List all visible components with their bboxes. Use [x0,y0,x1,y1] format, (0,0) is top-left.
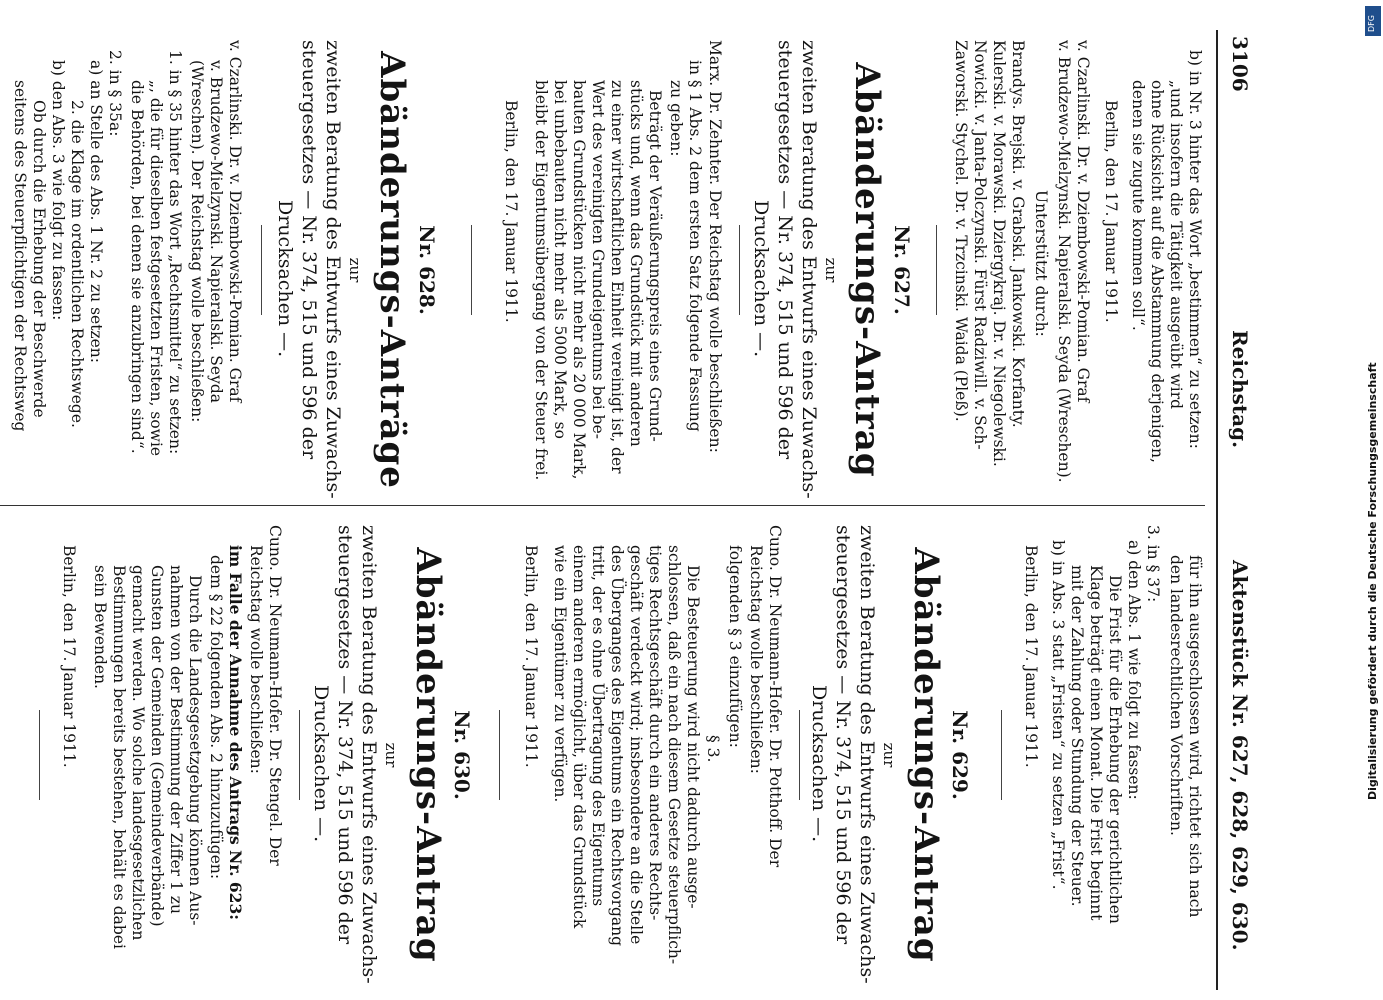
nr629-subject-line: zweiten Beratung des Entwurfs eines Zuwachs- [856,525,878,984]
separator [1001,710,1002,800]
right-column [0,525,1212,985]
nr629-subject-line: Drucksachen —. [808,685,830,843]
nr629-body-line: geschäft verdeckt wird; insbesondere an die Stelle [627,545,645,945]
nr630-date: Berlin, den 17. Januar 1911. [60,545,78,768]
nr628-body-line: a) an Stelle des Abs. 1 Nr. 2 zu setzen: [87,60,105,363]
nr629-date: Berlin, den 17. Januar 1911. [522,545,540,768]
nr628-subject-line: zweiten Beratung des Entwurfs eines Zuwachs- [322,40,344,499]
nr630-body-line: nahmen von der Bestimmung der Ziffer 1 zu [167,565,185,914]
nr630-body-line: sein Bewenden. [91,565,109,689]
nr630-number: Nr. 630. [450,710,474,800]
separator [261,225,262,315]
nr629-body-line: tiges Rechtsgeschäft durch ein anderes Rechts- [646,545,664,921]
nr628-body-line: b) den Abs. 3 wie folgt zu fassen: [49,60,67,321]
nr628-zur: zur [346,257,364,283]
nr629-body-line: folgenden § 3 einzufügen: [726,545,744,748]
nr628-body-line: seitens des Steuerpflichtigen der Rechtsweg [11,80,29,432]
separator [471,225,472,315]
nr627-body-line: zu geben: [667,80,685,157]
supported-by: Unterstützt durch: [1032,190,1050,337]
intro-line: a) den Abs. 1 wie folgt zu fassen: [1125,540,1143,800]
signers-line: v. Czarlinski. Dr. v. Dziembowski-Pomian. Graf [1074,40,1092,403]
nr630-subject-line: zweiten Beratung des Entwurfs eines Zuwachs- [358,525,380,984]
nr627-body-line: zu einer wirtschaftlichen Einheit vereinigt ist, der [608,80,626,474]
nr630-body-line: im Falle der Annahme des Antrags Nr. 623: [226,545,245,920]
nr629-body-line: tritt, der es ohne Übertragung des Eigentums [589,545,607,907]
intro-line: den landesrechtlichen Vorschriften. [1167,555,1185,836]
nr629-body-line: Die Besteuerung wird nicht dadurch ausge- [684,565,702,909]
intro-line: ohne Rücksicht auf die Abstammung derjenigen, [1148,80,1166,463]
nr627-subject-line: Drucksachen —. [750,200,772,358]
nr628-body-line: (Wreschen). Der Reichstag wolle beschließen: [188,60,206,423]
signers-line: v. Brudzewo-Mielzynski. Napieralski. Seyda (Wreschen). [1055,40,1073,483]
nr627-body-line: bei unbebauten nicht mehr als 5000 Mark, so [551,80,569,439]
header-rule [1216,30,1218,990]
intro-line: für ihn ausgeschlossen wird, richtet sich nach [1186,555,1204,918]
nr630-subject-line: steuergesetzes — Nr. 374, 515 und 596 der [334,525,356,945]
intro-line: „und insofern die Tätigkeit ausgeübt wird [1167,80,1185,410]
nr627-body-line: bauten Grundstücken nicht mehr als 20 000 Mark, [570,80,588,480]
nr629-body-line: Reichstag wolle beschließen: [747,545,765,774]
nr629-body-line: § 3. [704,735,722,763]
nr630-body-line: dem § 22 folgenden Abs. 2 hinzuzufügen: [207,555,225,880]
header-right-title: Aktenstück Nr. 627, 628, 629, 630. [1228,560,1252,951]
nr627-body-line: bleibt der Eigentumsübergang von der Steuer frei. [532,80,550,481]
nr629-title: Abänderungs-Antrag [906,547,946,963]
nr628-body-line: „, die für dieselben festgesetzten Fristen, sowie [147,80,165,457]
nr629-body-line: des Überganges des Eigentums ein Rechtsvorgang [608,545,626,947]
separator [39,710,40,800]
nr628-number: Nr. 628. [415,225,439,315]
nr627-body-line: stücks und, wenn das Grundstück mit anderen [627,80,645,447]
supporters-line: Kulerski. v. Morawski. Dziergykraj. Dr. v. Niegolewski. [990,40,1008,467]
dfg-logo-text: DFG [1367,15,1376,32]
nr628-body-line: v. Czarlinski. Dr. v. Dziembowski-Pomian. Graf [226,40,244,403]
nr627-body-line: Marx. Dr. Zehnter. Der Reichstag wolle beschließen: [706,40,724,453]
date-line: Berlin, den 17. Januar 1911. [1102,100,1120,323]
supporters-line: Brandys. Brejski. v. Grabski. Jankowski. Korfanty. [1009,40,1027,428]
nr630-body-line: Durch die Landesgesetzgebung können Aus- [186,575,204,926]
nr629-body-line: Cuno. Dr. Neumann-Hofer. Dr. Potthoff. Der [766,525,784,868]
intro-line: Die Frist für die Erhebung der gerichtlichen [1106,575,1124,924]
supporters-line: Zaworski. Stychel. Dr. v. Trzcinski. Waida (Pleß). [952,40,970,422]
digitization-note-text: Digitalisierung gefördert durch die Deutsche Forschungsgemeinschaft [1366,362,1379,800]
digitization-note [1363,40,1383,800]
nr628-subject-line: steuergesetzes — Nr. 374, 515 und 596 der [298,40,320,460]
nr630-body-line: gemacht werden. Wo solche landesgesetzlichen [129,565,147,941]
nr627-zur: zur [822,257,840,283]
nr627-number: Nr. 627. [890,225,914,315]
nr628-body-line: 1. in § 35 hinter das Wort „Rechtsmittel“ zu setzen: [166,50,184,455]
nr630-body-line: Bestimmungen bereits bestehen, behält es dabei [110,565,128,949]
date-line: Berlin, den 17. Januar 1911. [1022,545,1040,768]
separator [799,710,800,800]
nr629-body-line: schlossen, daß ein nach diesem Gesetze steuerpflich- [665,545,683,965]
intro-line: Klage beträgt einen Monat. Die Frist beginnt [1087,565,1105,921]
left-column [0,40,1212,500]
page-number: 3106 [1228,36,1252,92]
nr629-zur: zur [880,742,898,768]
page-header [1220,0,1300,1000]
nr627-title: Abänderungs-Antrag [847,62,887,478]
nr628-body-line: 2. in § 35a: [106,50,124,137]
separator [299,710,300,800]
header-left-title: Reichstag. [1228,330,1252,449]
separator [936,225,937,315]
intro-line: 3. in § 37: [1144,525,1162,603]
separator [739,225,740,315]
nr628-body-line: die Behörden, bei denen sie anzubringen sind“. [128,80,146,454]
nr628-subject-line: Drucksachen —. [274,200,296,358]
dfg-logo [1365,6,1381,36]
nr629-number: Nr. 629. [948,710,972,800]
nr630-title: Abänderungs-Antrag [408,547,448,963]
nr627-date: Berlin, den 17. Januar 1911. [502,100,520,323]
nr628-title: Abänderungs-Anträge [372,51,412,489]
nr627-body-line: Wert des vereinigten Grundeigentums bei be- [589,80,607,440]
separator [499,710,500,800]
nr628-body-line: 2. die Klage im ordentlichen Rechtswege. [68,100,86,428]
nr630-body-line: Cuno. Dr. Neumann-Hofer. Dr. Stengel. Der [266,525,284,866]
intro-line: b) in Abs. 3 statt „Fristen“ zu setzen „Frist“. [1049,540,1067,890]
intro-line: b) in Nr. 3 hinter das Wort „bestimmen“ zu setzen: [1186,50,1204,449]
nr630-zur: zur [382,742,400,768]
nr629-subject-line: steuergesetzes — Nr. 374, 515 und 596 der [832,525,854,945]
nr627-body-line: Beträgt der Veräußerungspreis eines Grund- [646,90,664,442]
nr630-body-line: Reichstag wolle beschließen: [247,545,265,774]
intro-line: mit der Zahlung oder Stundung der Steuer. [1068,565,1086,907]
nr630-subject-line: Drucksachen —. [310,685,332,843]
nr627-subject-line: zweiten Beratung des Entwurfs eines Zuwachs- [798,40,820,499]
nr628-body-line: v. Brudzewo-Mielzynski. Napieralski. Seyda [207,60,225,404]
nr629-body-line: wie ein Eigentümer zu verfügen. [551,545,569,803]
nr627-body-line: in § 1 Abs. 2 dem ersten Satz folgende Fassung [686,60,704,432]
column-divider [0,505,1205,506]
nr627-subject-line: steuergesetzes — Nr. 374, 515 und 596 der [774,40,796,460]
nr628-body-line: Ob durch die Erhebung der Beschwerde [30,100,48,418]
intro-line: denen sie zugute kommen soll“. [1129,80,1147,331]
nr630-body-line: Gunsten der Gemeinden (Gemeindeverbände) [148,565,166,927]
nr629-body-line: einem anderen ermöglicht, über das Grundstück [570,545,588,929]
supporters-line: Nowicki. v. Janta-Polczynski. Fürst Radziwill. v. Sch- [971,40,989,450]
